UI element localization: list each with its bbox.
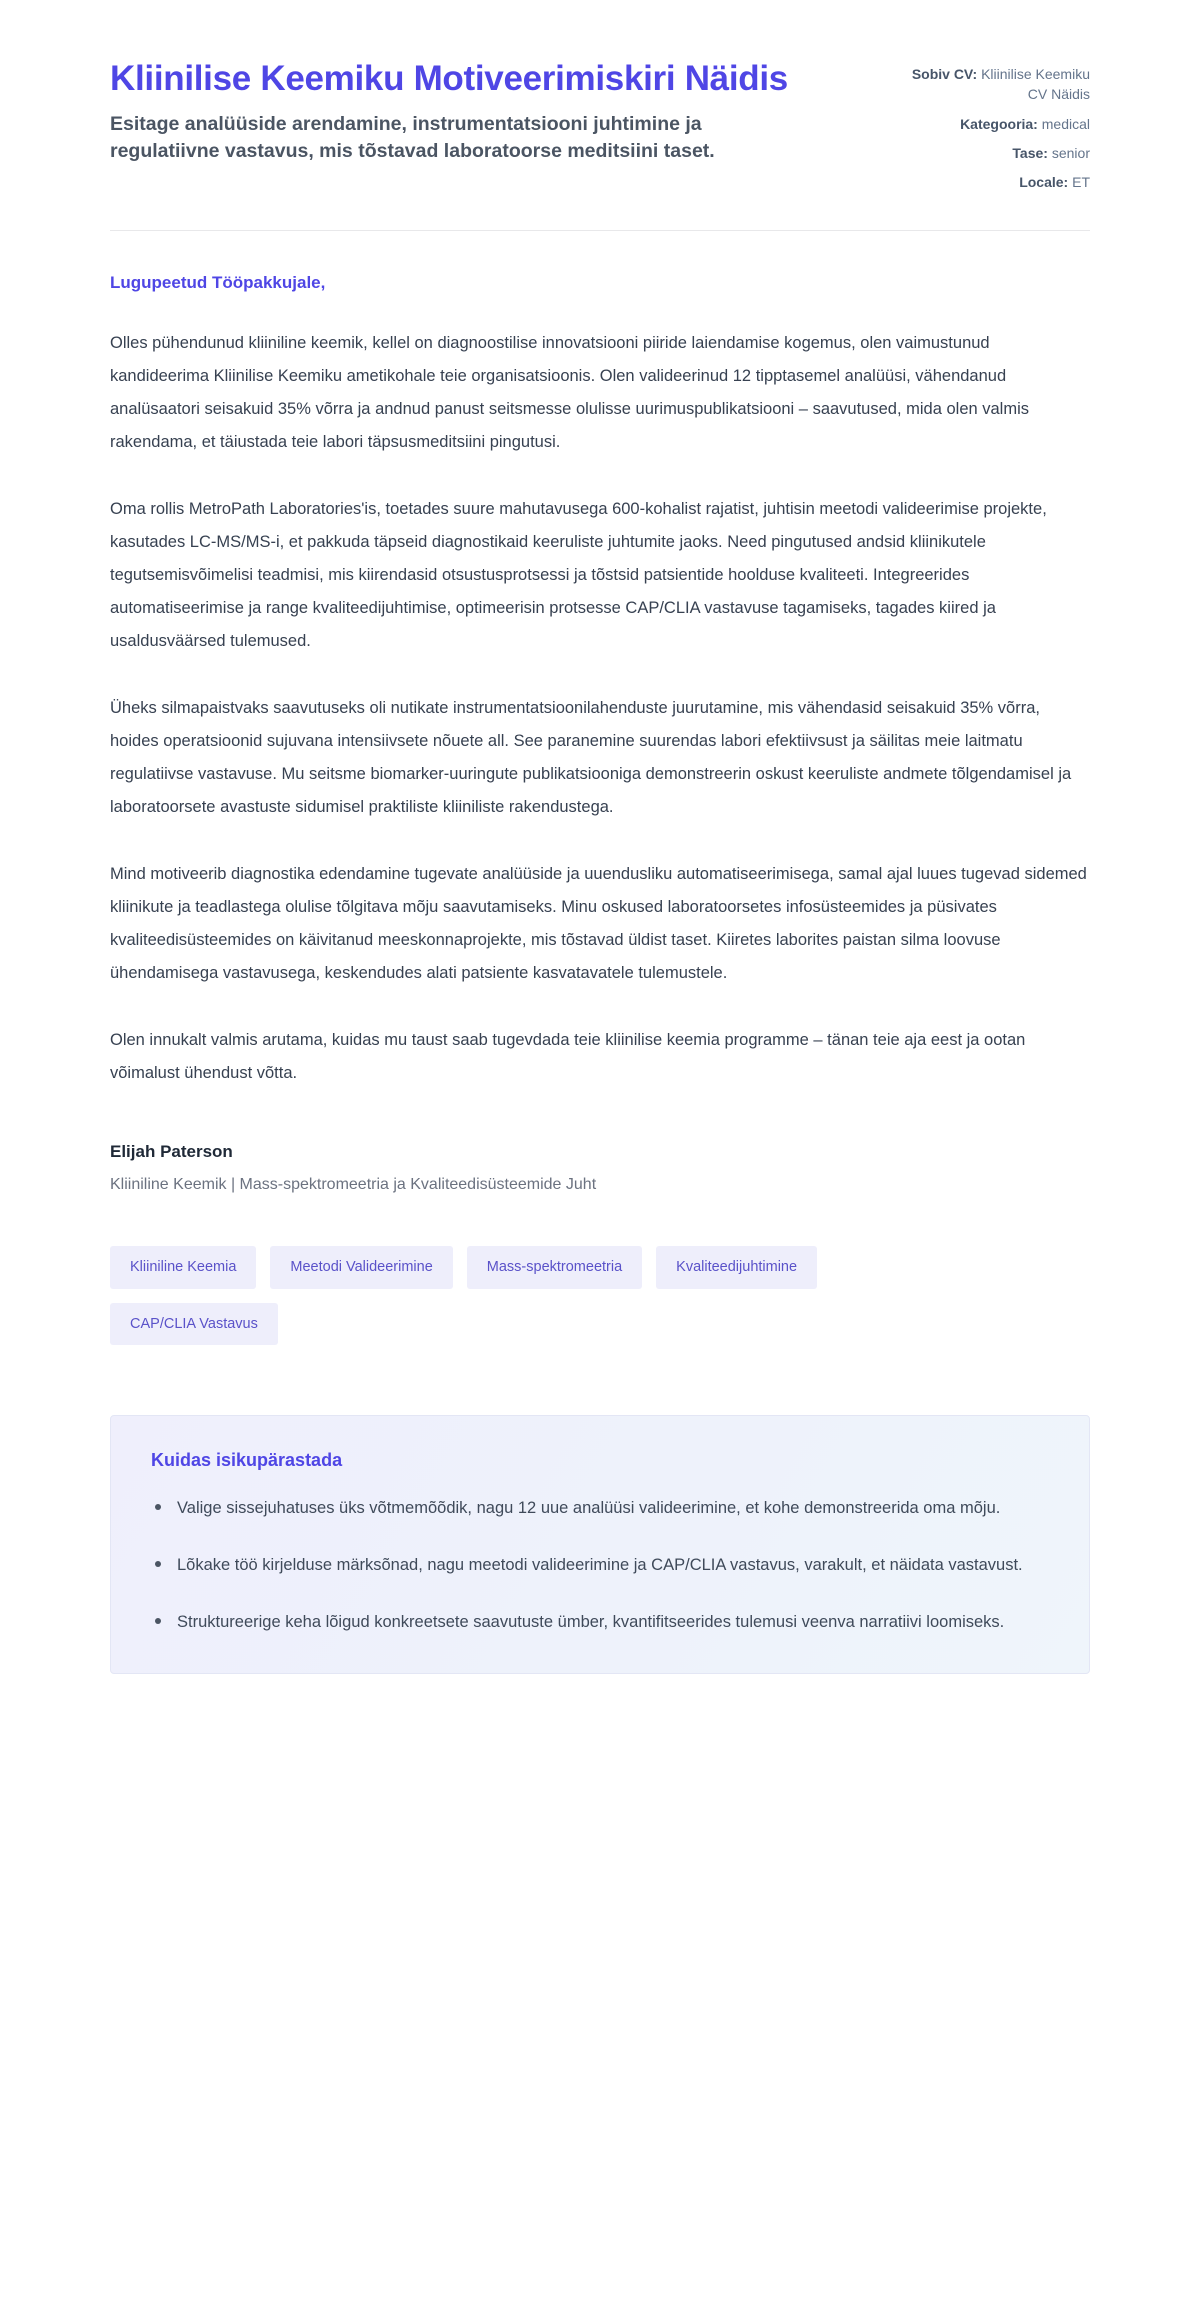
tip-list-item-text: Valige sissejuhatuses üks võtmemõõdik, nagu 12 uue analüüsi valideerimine, et kohe demonstreerida oma mõju. [177,1499,1001,1518]
metadata-locale-label: Locale: [1019,174,1069,191]
bullet-icon [155,1618,161,1624]
tip-list-item-text: Lõkake töö kirjelduse märksõnad, nagu meetodi valideerimine ja CAP/CLIA vastavus, varakult, et näidata vastavust. [177,1556,1023,1574]
metadata-category-value: medical [1041,115,1090,132]
tip-list-item [151,1607,1031,1638]
letter-paragraph: Mind motiveerib diagnostika edendamine tugevate analüüside ja uuendusliku automatiseerimisega, samal ajal luues tugevad sidemed kliinikute ja teadlastega olulise tõlgitava mõju saavutamiseks. Minu oskused laboratoorsetes infosüsteemides ja püsivates kvaliteedisüsteemides on käivitanud meeskonnaprojekte, mis tõstavad üldist taset. Kiiretes laborites paistan silma loovuse ühendamisega vastavusega, keskendudes alati patsiente kasvatavatele tulemustele. [110,865,1087,983]
tip-box-title: Kuidas isikupärastada [151,1450,343,1471]
page-subtitle: Esitage analüüside arendamine, instrumentatsiooni juhtimine ja regulatiivne vastavus, mis tõstavad laboratoorse meditsiini taset. [110,112,715,163]
metadata-category [910,114,1090,134]
metadata-category-label: Kategooria: [960,115,1038,132]
letter-body [110,231,1090,1194]
page-title: Kliinilise Keemiku Motiveerimiskiri Näidis [110,59,788,98]
skill-tag[interactable]: CAP/CLIA Vastavus [110,1303,278,1346]
skill-tag-list [110,1246,990,1345]
signature-name: Elijah Paterson [110,1142,233,1162]
metadata-locale [910,172,1090,192]
skill-tag[interactable]: Kliiniline Keemia [110,1246,256,1289]
document-header [110,48,1090,192]
tip-list-item-text: Struktureerige keha lõigud konkreetsete saavutuste ümber, kvantifitseerides tulemusi veenva narratiivi loomiseks. [177,1612,1005,1631]
metadata-level-value: senior [1051,144,1090,161]
letter-paragraph: Olles pühendunud kliiniline keemik, kellel on diagnoostilise innovatsiooni piiride laiendamise kogemus, olen vaimustunud kandideerima Kliinilise Keemiku ametikohale teie organisatsioonis. Olen valideerinud 12 tipptasemel analüüsi, vähendanud analüsaatori seisakuid 35% võrra ja andnud panust seitsmesse olulisse uurimuspublikatsiooni – saavutused, mida olen valmis rakendama, et täiustada teie labori täpsusmeditsiini pingutusi. [110,334,1030,452]
tip-list-item [151,1550,1031,1581]
bullet-icon [155,1504,161,1510]
document-metadata [910,58,1090,192]
metadata-level-label: Tase: [1012,144,1048,161]
letter-paragraph: Olen innukalt valmis arutama, kuidas mu taust saab tugevdada teie kliinilise keemia programme – tänan teie aja eest ja ootan võimalust ühendust võtta. [110,1031,1026,1083]
signature-role: Kliiniline Keemik | Mass-spektromeetria ja Kvaliteedisüsteemide Juht [110,1176,597,1194]
metadata-matching-cv [910,64,1090,105]
signature-block [110,1142,1090,1194]
header-text-block [110,58,870,166]
bullet-icon [155,1561,161,1567]
skill-tag[interactable]: Mass-spektromeetria [467,1246,642,1289]
metadata-locale-value: ET [1072,174,1090,191]
tip-list [151,1493,1049,1637]
salutation: Lugupeetud Tööpakkujale, [110,273,326,293]
skill-tag[interactable]: Kvaliteedijuhtimine [656,1246,817,1289]
skill-tag[interactable]: Meetodi Valideerimine [270,1246,452,1289]
metadata-level [910,143,1090,163]
metadata-cv-value: Kliinilise Keemiku CV Näidis [981,66,1090,103]
letter-paragraph: Oma rollis MetroPath Laboratories'is, toetades suure mahutavusega 600-kohalist rajatist, juhtisin meetodi valideerimise projekte, kasutades LC-MS/MS-i, et pakkuda täpseid diagnostikaid keeruliste juhtumite jaoks. Need pingutused andsid kliinikutele tegutsemisvõimelisi teadmisi, mis kiirendasid otsustusprotsessi ja tõstsid patsientide hoolduse kvaliteeti. Integreerides automatiseerimise ja range kvaliteedijuhtimise, optimeerisin protsesse CAP/CLIA vastavuse tagamiseks, tagades kiired ja usaldusväärsed tulemused. [110,500,1047,651]
letter-paragraph: Üheks silmapaistvaks saavutuseks oli nutikate instrumentatsioonilahenduste juurutamine, mis vähendasid seisakuid 35% võrra, hoides operatsioonid sujuvana intensiivsete nõuete all. See paranemine suurendas labori efektiivsust ja säilitas meie laitmatu regulatiivse vastavuse. Mu seitsme biomarker-uuringute publikatsiooniga demonstreerin oskust keeruliste andmete tõlgendamisel ja laboratoorsete avastuste sidumisel praktiliste kliiniliste rakendustega. [110,699,1072,817]
tip-list-item [151,1493,1031,1524]
metadata-cv-label: Sobiv CV: [911,66,978,82]
personalization-tip-box [110,1415,1090,1674]
